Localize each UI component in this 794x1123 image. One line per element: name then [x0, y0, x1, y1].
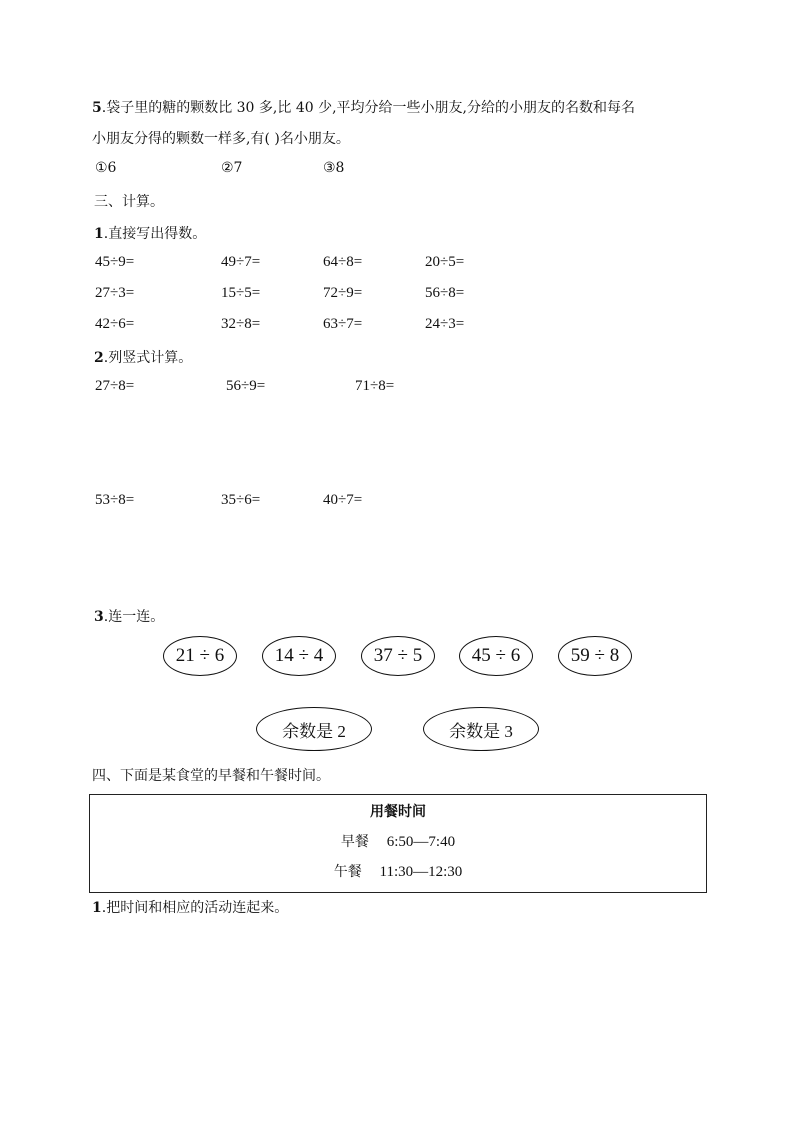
q4-1-heading: [92, 897, 288, 917]
vertical-calc-item: 53÷8=: [95, 492, 135, 508]
vertical-calc-item: 35÷6=: [221, 492, 261, 508]
expression-oval[interactable]: 45 ÷ 6: [459, 636, 533, 676]
remainder-oval[interactable]: 余数是 2: [256, 707, 372, 751]
meal-time-table: [89, 794, 707, 893]
q3-1-heading: [94, 223, 206, 243]
q3-2-number: 2: [94, 350, 104, 366]
q3-3-heading: [94, 606, 164, 626]
remainder-oval[interactable]: 余数是 3: [423, 707, 539, 751]
breakfast-row: [90, 831, 706, 851]
vertical-calc-item: 71÷8=: [355, 378, 395, 394]
vertical-calc-item: 27÷8=: [95, 378, 135, 394]
calc-item: 49÷7=: [221, 254, 261, 270]
calc-item: 72÷9=: [323, 285, 363, 301]
expression-oval[interactable]: 14 ÷ 4: [262, 636, 336, 676]
lunch-row: [90, 861, 706, 881]
calc-item: 27÷3=: [95, 285, 135, 301]
q5-option-1: ①6: [95, 160, 117, 176]
calc-item: 56÷8=: [425, 285, 465, 301]
calc-item: 24÷3=: [425, 316, 465, 332]
q3-3-title: .连一连。: [103, 609, 165, 625]
q3-1-title: .直接写出得数。: [103, 226, 207, 242]
meal-table-heading: 用餐时间: [370, 804, 426, 820]
calc-item: 20÷5=: [425, 254, 465, 270]
expression-oval[interactable]: 21 ÷ 6: [163, 636, 237, 676]
calc-item: 64÷8=: [323, 254, 363, 270]
q5-text-line1: .袋子里的糖的颗数比 30 多,比 40 少,平均分给一些小朋友,分给的小朋友的名数和每名: [101, 100, 635, 116]
q4-1-number: 1: [92, 900, 102, 916]
expression-oval[interactable]: 59 ÷ 8: [558, 636, 632, 676]
section3-title: 三、计算。: [94, 194, 164, 210]
breakfast-time: 6:50—7:40: [386, 834, 456, 850]
q3-2-title: .列竖式计算。: [103, 350, 193, 366]
calc-item: 32÷8=: [221, 316, 261, 332]
lunch-label: 午餐: [333, 864, 362, 880]
q3-2-heading: [94, 347, 192, 367]
q5-option-3: ③8: [323, 160, 345, 176]
q3-3-number: 3: [94, 609, 104, 625]
q5-line1: [92, 97, 635, 117]
calc-item: 63÷7=: [323, 316, 363, 332]
q5-text-line2: 小朋友分得的颗数一样多,有( )名小朋友。: [92, 131, 350, 147]
calc-item: 45÷9=: [95, 254, 135, 270]
vertical-calc-item: 40÷7=: [323, 492, 363, 508]
breakfast-label: 早餐: [340, 834, 369, 850]
q4-1-title: .把时间和相应的活动连起来。: [101, 900, 289, 916]
vertical-calc-item: 56÷9=: [226, 378, 266, 394]
expression-oval[interactable]: 37 ÷ 5: [361, 636, 435, 676]
section4-title: 四、下面是某食堂的早餐和午餐时间。: [92, 768, 330, 784]
calc-item: 15÷5=: [221, 285, 261, 301]
q3-1-number: 1: [94, 226, 104, 242]
calc-item: 42÷6=: [95, 316, 135, 332]
q5-option-2: ②7: [221, 160, 243, 176]
lunch-time: 11:30—12:30: [379, 864, 463, 880]
q5-number: 5: [92, 100, 102, 116]
